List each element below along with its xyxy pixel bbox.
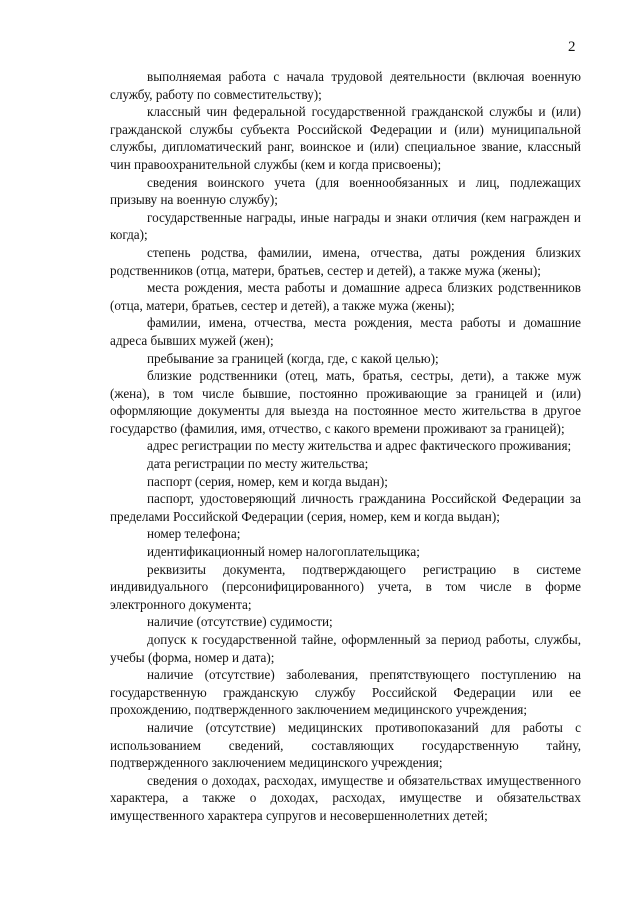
paragraph-relatives: степень родства, фамилии, имена, отчества, даты рождения близких родственников (отца, матери, братьев, сестер и детей), а также мужа (жены);	[110, 244, 581, 278]
paragraph-military-registration: сведения воинского учета (для военнообязанных и лиц, подлежащих призыву на военную службу);	[110, 174, 581, 208]
paragraph-passport: паспорт (серия, номер, кем и когда выдан);	[147, 473, 388, 489]
paragraph-income-declaration: сведения о доходах, расходах, имуществе и обязательствах имущественного характера, а также о доходах, расходах, имуществе и обязательствах имущественного характера супругов и несовершеннолетних детей;	[110, 772, 581, 823]
paragraph-criminal-record: наличие (отсутствие) судимости;	[147, 614, 333, 630]
paragraph-class-rank: классный чин федеральной государственной гражданской службы и (или) гражданской службы субъекта Российской Федерации и (или) муниципальной службы, дипломатический ранг, воинское и (или) специальное звание, классный чин правоохранительной службы (кем и когда присвоены);	[110, 104, 581, 172]
paragraph-work-history: выполняемая работа с начала трудовой деятельности (включая военную службу, работу по совместительству);	[110, 69, 581, 102]
paragraph-registration-address: адрес регистрации по месту жительства и адрес фактического проживания;	[147, 438, 572, 454]
paragraph-disease: наличие (отсутствие) заболевания, препятствующего поступлению на государственную гражданскую службу Российской Федерации или ее прохождению, подтвержденного заключением медицинского учреждения;	[110, 667, 581, 718]
paragraph-awards: государственные награды, иные награды и знаки отличия (кем награжден и когда);	[110, 209, 581, 243]
paragraph-registration-date: дата регистрации по месту жительства;	[147, 456, 369, 472]
document-body	[110, 68, 581, 825]
paragraph-relatives-addresses: места рождения, места работы и домашние адреса близких родственников (отца, матери, братьев, сестер и детей), а также мужа (жены);	[110, 280, 581, 313]
page-number: 2	[568, 39, 576, 55]
paragraph-stay-abroad: пребывание за границей (когда, где, с какой целью);	[147, 350, 439, 366]
paragraph-insurance-registration: реквизиты документа, подтверждающего регистрацию в системе индивидуального (персонифицированного) учета, в том числе в форме электронного документа;	[110, 561, 581, 612]
paragraph-phone-number: номер телефона;	[147, 526, 241, 542]
paragraph-state-secret-access: допуск к государственной тайне, оформленный за период работы, службы, учебы (форма, номер и дата);	[110, 632, 581, 665]
paragraph-medical-contraindications: наличие (отсутствие) медицинских противопоказаний для работы с использованием сведений, составляющих государственную тайну, подтвержденного заключением медицинского учреждения;	[110, 719, 581, 771]
paragraph-relatives-abroad: близкие родственники (отец, мать, братья, сестры, дети), а также муж (жена), в том числе бывшие, постоянно проживающие за границей и (или) оформляющие документы для выезда на постоянное место жительства в другое государство (фамилия, имя, отчество, с какого времени проживают за границей);	[110, 368, 581, 436]
paragraph-foreign-passport: паспорт, удостоверяющий личность гражданина Российской Федерации за пределами Российской Федерации (серия, номер, кем и когда выдан);	[110, 491, 581, 524]
paragraph-former-spouses: фамилии, имена, отчества, места рождения, места работы и домашние адреса бывших мужей (жен);	[110, 315, 581, 348]
paragraph-taxpayer-id: идентификационный номер налогоплательщика;	[147, 544, 420, 560]
